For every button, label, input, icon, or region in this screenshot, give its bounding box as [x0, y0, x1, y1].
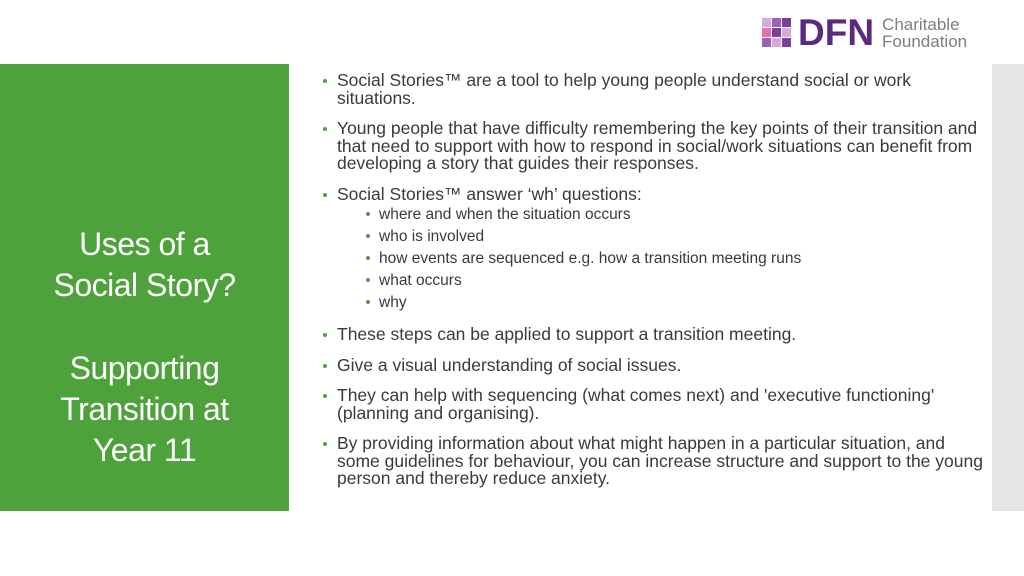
bullet-list [320, 72, 992, 488]
title-line-1: Uses of a [79, 226, 210, 262]
subtitle-line-1: Supporting [69, 350, 220, 386]
logo-tagline [882, 16, 967, 50]
bullet-item: Social Stories™ are a tool to help young people understand social or work situations. [320, 72, 992, 107]
logo-squares-icon [762, 18, 792, 48]
side-strip [992, 64, 1024, 511]
dfn-logo [762, 12, 968, 53]
bullet-item: They can help with sequencing (what comes next) and 'executive functioning' (planning and organising). [320, 387, 992, 422]
sub-bullet-item: where and when the situation occurs [320, 206, 992, 224]
subtitle-line-2: Transition at [60, 391, 229, 427]
logo-tagline-line1: Charitable [882, 15, 960, 34]
bullet-item: Social Stories™ answer ‘wh’ questions: [320, 186, 992, 204]
sub-bullet-item: how events are sequenced e.g. how a transition meeting runs [320, 250, 992, 268]
title-panel [0, 64, 289, 511]
bullet-item: These steps can be applied to support a transition meeting. [320, 326, 992, 344]
bullet-item: By providing information about what might happen in a particular situation, and some guidelines for behaviour, you can increase structure and support to the young person and thereby reduce anxiety. [320, 435, 992, 488]
bullet-item: Give a visual understanding of social issues. [320, 357, 992, 375]
logo-tagline-line2: Foundation [882, 32, 968, 51]
logo-brand-text: DFN [798, 12, 875, 53]
sub-bullet-item: why [320, 294, 992, 312]
sub-bullet-item: who is involved [320, 228, 992, 246]
subtitle-line-3: Year 11 [92, 432, 197, 468]
panel-title [0, 224, 289, 471]
sub-bullet-item: what occurs [320, 272, 992, 290]
title-line-2: Social Story? [53, 267, 236, 303]
bullet-item: Young people that have difficulty remembering the key points of their transition and that need to support with how to respond in social/work situations can benefit from developing a story that guides their responses. [320, 120, 992, 173]
